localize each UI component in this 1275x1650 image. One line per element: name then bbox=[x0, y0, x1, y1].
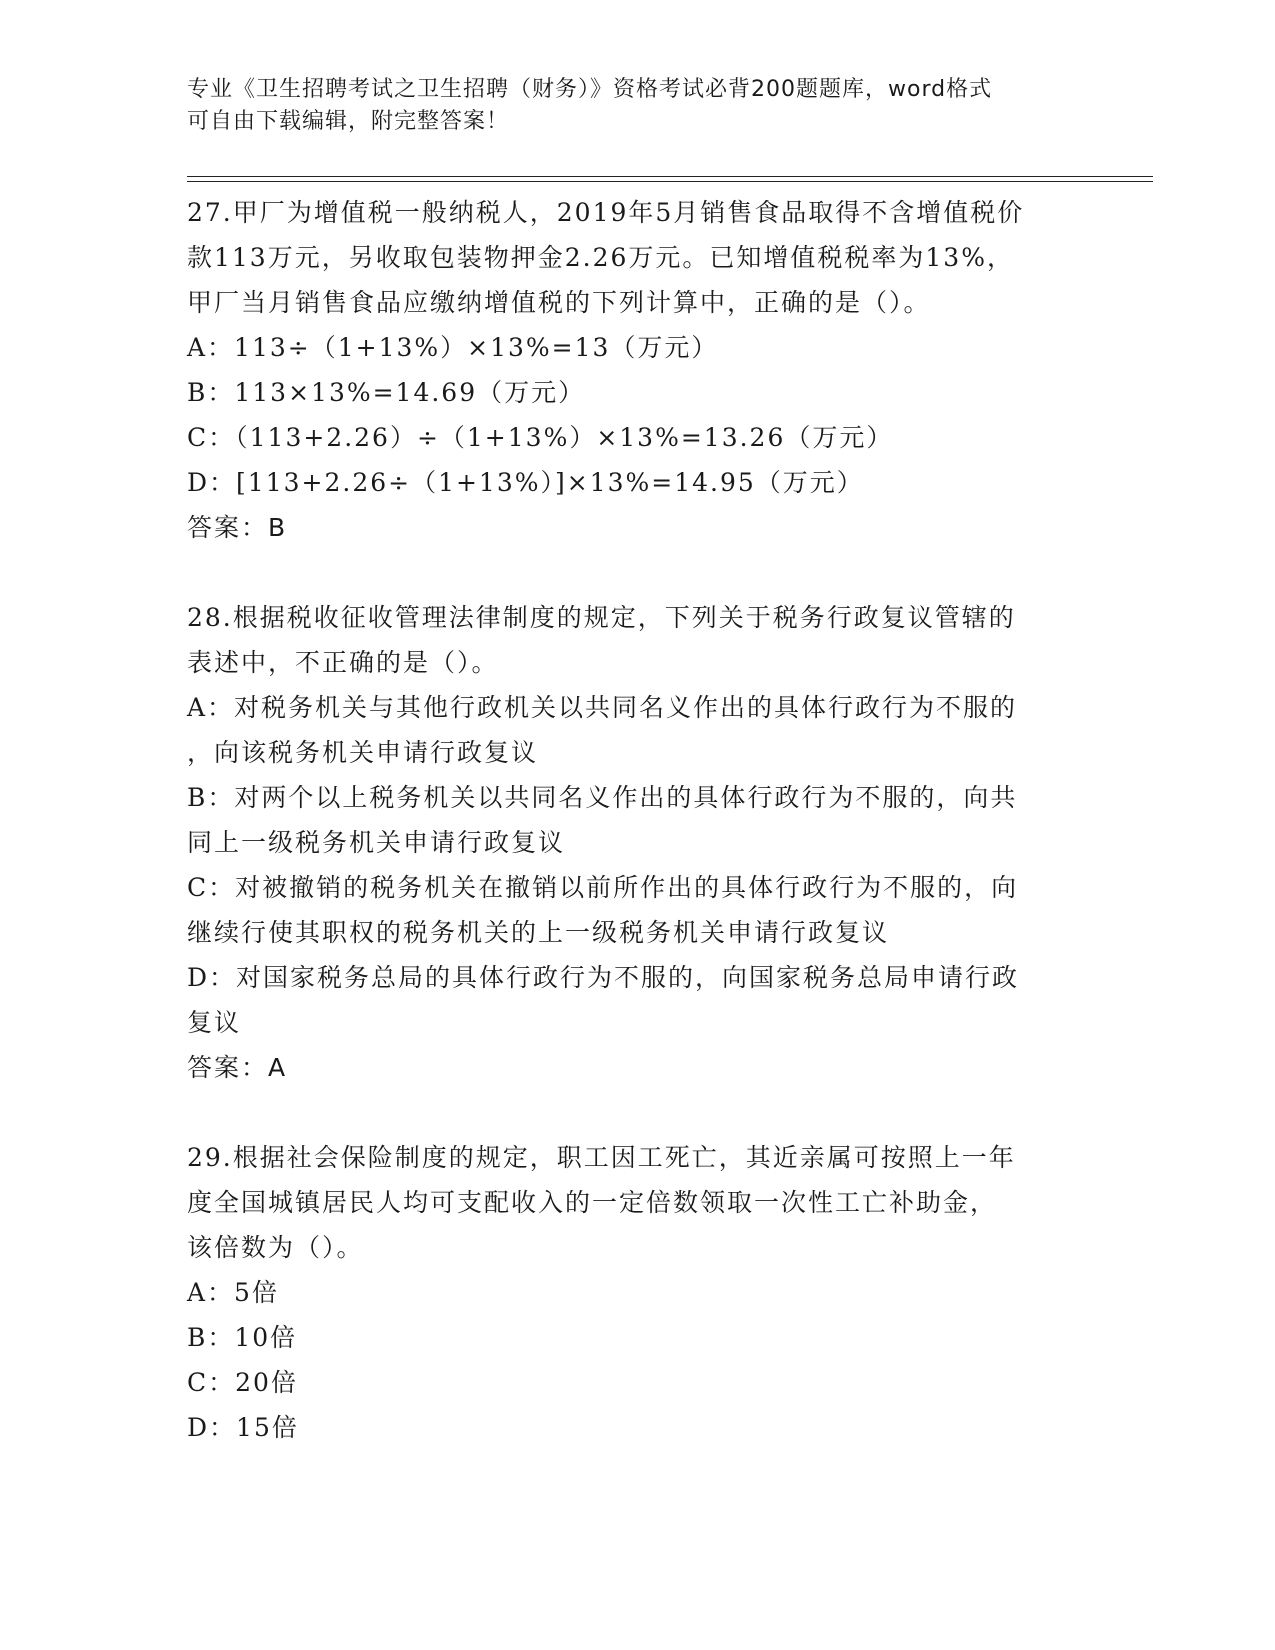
option-b: B：10倍 bbox=[187, 1323, 298, 1352]
option-d: D：15倍 bbox=[187, 1413, 299, 1442]
question-stem-line: 28.根据税收征收管理法律制度的规定，下列关于税务行政复议管辖的 bbox=[187, 603, 1016, 632]
question-stem-line: 该倍数为（）。 bbox=[187, 1233, 364, 1262]
option-a: A：5倍 bbox=[187, 1278, 279, 1307]
option-a-continued: ，向该税务机关申请行政复议 bbox=[187, 738, 539, 767]
document-header bbox=[187, 74, 1067, 138]
header-line-2: 可自由下载编辑，附完整答案！ bbox=[187, 109, 510, 134]
option-c-continued: 继续行使其职权的税务机关的上一级税务机关申请行政复议 bbox=[187, 918, 890, 947]
question-28 bbox=[187, 595, 1067, 1090]
option-d: D：对国家税务总局的具体行政行为不服的，向国家税务总局申请行政 bbox=[187, 963, 1020, 992]
option-a: A：113÷（1+13%）×13%=13（万元） bbox=[187, 333, 719, 362]
question-stem-line: 甲厂当月销售食品应缴纳增值税的下列计算中，正确的是（）。 bbox=[187, 288, 931, 317]
option-d: D：[113+2.26÷（1+13%）]×13%=14.95（万元） bbox=[187, 468, 864, 497]
option-d-continued: 复议 bbox=[187, 1008, 242, 1037]
question-stem-line: 29.根据社会保险制度的规定，职工因工死亡，其近亲属可按照上一年 bbox=[187, 1143, 1016, 1172]
question-stem-line: 表述中，不正确的是（）。 bbox=[187, 648, 499, 677]
option-a: A：对税务机关与其他行政机关以共同名义作出的具体行政行为不服的 bbox=[187, 693, 1018, 722]
question-stem-line: 27.甲厂为增值税一般纳税人，2019年5月销售食品取得不含增值税价 bbox=[187, 198, 1025, 227]
header-divider-bottom bbox=[187, 181, 1153, 182]
option-c: C：（113+2.26）÷（1+13%）×13%=13.26（万元） bbox=[187, 423, 894, 452]
answer-label: 答案：A bbox=[187, 1053, 288, 1082]
option-b: B：对两个以上税务机关以共同名义作出的具体行政行为不服的，向共 bbox=[187, 783, 1018, 812]
question-27 bbox=[187, 190, 1067, 550]
option-b: B：113×13%=14.69（万元） bbox=[187, 378, 586, 407]
question-29 bbox=[187, 1135, 1067, 1450]
question-stem-line: 款113万元，另收取包装物押金2.26万元。已知增值税税率为13%， bbox=[187, 243, 1014, 272]
question-stem-line: 度全国城镇居民人均可支配收入的一定倍数领取一次性工亡补助金， bbox=[187, 1188, 998, 1217]
option-c: C：对被撤销的税务机关在撤销以前所作出的具体行政行为不服的，向 bbox=[187, 873, 1019, 902]
question-list bbox=[187, 190, 1067, 1450]
answer-label: 答案：B bbox=[187, 513, 288, 542]
header-divider-top bbox=[187, 176, 1153, 177]
header-line-1: 专业《卫生招聘考试之卫生招聘（财务）》资格考试必背200题题库，word格式 bbox=[187, 77, 993, 102]
option-c: C：20倍 bbox=[187, 1368, 298, 1397]
option-b-continued: 同上一级税务机关申请行政复议 bbox=[187, 828, 566, 857]
